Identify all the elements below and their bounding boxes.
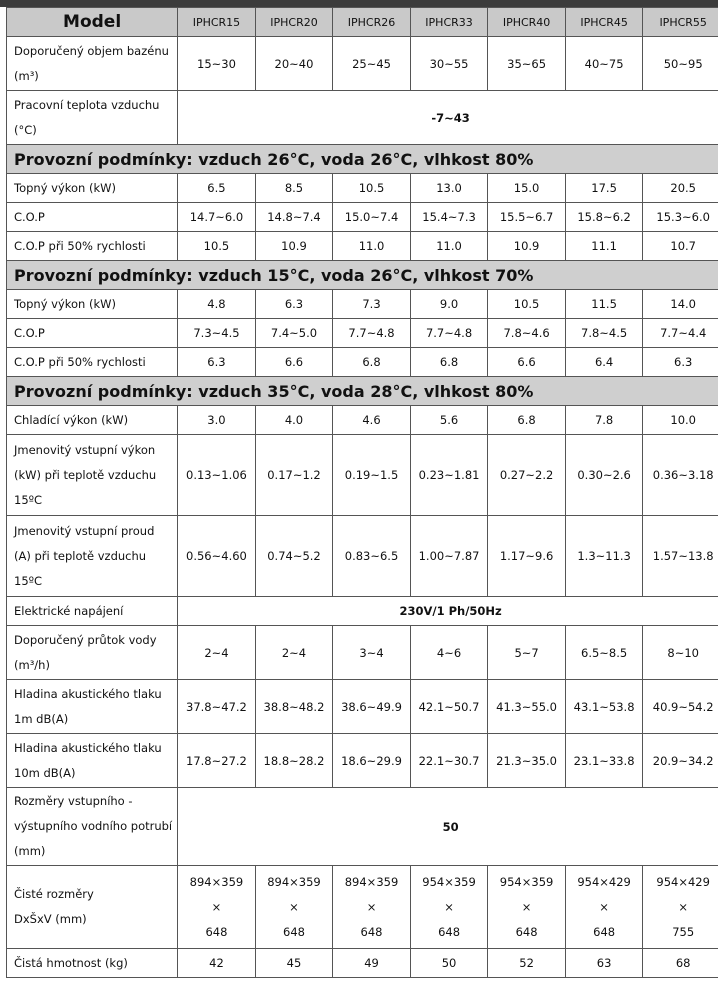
value-cell: 0.23~1.81	[410, 435, 488, 516]
value-cell: 4~6	[410, 626, 488, 680]
value-cell: 9.0	[410, 290, 488, 319]
value-cell	[255, 866, 333, 949]
label-line: Pracovní teplota vzduchu	[14, 97, 160, 112]
row-s1-cop50	[7, 232, 718, 261]
value-cell: 42	[178, 949, 256, 978]
value-cell: 6.8	[410, 348, 488, 377]
value-cell: 6.6	[488, 348, 566, 377]
value-cell: 40.9~54.2	[643, 680, 718, 734]
value-cell: 7.7~4.8	[333, 319, 411, 348]
label-line: Rozměry vstupního -	[14, 794, 133, 808]
value-cell: 0.27~2.2	[488, 435, 566, 516]
value-cell: 14.7~6.0	[178, 203, 256, 232]
section-header-3	[7, 377, 718, 406]
value-cell: 18.6~29.9	[333, 734, 411, 788]
label-line: (m³)	[14, 68, 39, 83]
label-line: 1m dB(A)	[14, 711, 69, 726]
value-cell	[333, 866, 411, 949]
value-cell: 43.1~53.8	[565, 680, 643, 734]
label-line: výstupního vodního potrubí	[14, 819, 173, 833]
dim-bottom: 648	[205, 924, 228, 939]
value-cell: 15.0	[488, 174, 566, 203]
value-cell	[178, 866, 256, 949]
value-cell: 37.8~47.2	[178, 680, 256, 734]
value-cell: 25~45	[333, 37, 411, 91]
row-noise-10m	[7, 734, 718, 788]
value-cell: 14.8~7.4	[255, 203, 333, 232]
row-weight	[7, 949, 718, 978]
value-cell: 15.5~6.7	[488, 203, 566, 232]
row-s1-heating	[7, 174, 718, 203]
value-cell: 7.7~4.8	[410, 319, 488, 348]
label-line: 15ºC	[14, 492, 43, 507]
value-cell: 15.3~6.0	[643, 203, 718, 232]
value-cell: 0.17~1.2	[255, 435, 333, 516]
value-cell: 20.5	[643, 174, 718, 203]
value-cell: 38.6~49.9	[333, 680, 411, 734]
dim-top: 954×359	[499, 874, 554, 889]
value-cell: 1.00~7.87	[410, 516, 488, 597]
value-cell: 6.8	[333, 348, 411, 377]
row-power-supply	[7, 597, 718, 626]
label-line: (mm)	[14, 844, 46, 858]
value-cell: 6.4	[565, 348, 643, 377]
dim-bottom: 648	[593, 924, 616, 939]
dim-bottom: 755	[672, 924, 695, 939]
dim-top: 894×359	[189, 874, 244, 889]
row-s2-cop50	[7, 348, 718, 377]
label-line: Čisté rozměry	[14, 887, 94, 901]
row-label	[7, 516, 178, 597]
section-title: Provozní podmínky: vzduch 26°C, voda 26°C, vlhkost 80%	[7, 145, 718, 174]
value-cell: 6.8	[488, 406, 566, 435]
merged-value-cell: -7~43	[178, 91, 718, 145]
dim-bottom: 648	[283, 924, 305, 939]
value-cell: 23.1~33.8	[565, 734, 643, 788]
model-name: IPHCR55	[643, 8, 718, 37]
value-cell: 10.5	[178, 232, 256, 261]
value-cell: 5~7	[488, 626, 566, 680]
row-s1-cop	[7, 203, 718, 232]
value-cell: 6.5	[178, 174, 256, 203]
row-input-current	[7, 516, 718, 597]
row-input-power	[7, 435, 718, 516]
value-cell: 0.74~5.2	[255, 516, 333, 597]
value-cell: 7.7~4.4	[643, 319, 718, 348]
value-cell: 10.7	[643, 232, 718, 261]
dim-cross: ×	[678, 899, 688, 914]
row-label: C.O.P	[7, 319, 178, 348]
value-cell: 6.3	[255, 290, 333, 319]
label-line: (°C)	[14, 122, 37, 137]
dim-cross: ×	[599, 899, 609, 914]
row-label: C.O.P	[7, 203, 178, 232]
value-cell: 20.9~34.2	[643, 734, 718, 788]
value-cell: 1.17~9.6	[488, 516, 566, 597]
label-line: (A) při teplotě vzduchu	[14, 548, 147, 563]
section-header-1	[7, 145, 718, 174]
dim-top: 954×429	[656, 874, 710, 889]
value-cell: 40~75	[565, 37, 643, 91]
row-label: Čistá hmotnost (kg)	[7, 949, 178, 978]
value-cell: 7.8~4.5	[565, 319, 643, 348]
value-cell: 0.30~2.6	[565, 435, 643, 516]
row-label: C.O.P při 50% rychlosti	[7, 232, 178, 261]
value-cell: 6.6	[255, 348, 333, 377]
value-cell: 15.4~7.3	[410, 203, 488, 232]
label-line: Doporučený objem bazénu	[14, 43, 169, 58]
value-cell: 3~4	[333, 626, 411, 680]
top-bar	[0, 0, 718, 7]
value-cell: 50	[410, 949, 488, 978]
model-name: IPHCR33	[410, 8, 488, 37]
row-label	[7, 788, 178, 866]
value-cell: 10.9	[255, 232, 333, 261]
value-cell: 15.0~7.4	[333, 203, 411, 232]
value-cell: 11.5	[565, 290, 643, 319]
value-cell: 0.83~6.5	[333, 516, 411, 597]
value-cell: 1.57~13.8	[643, 516, 718, 597]
row-label: Topný výkon (kW)	[7, 174, 178, 203]
value-cell: 2~4	[255, 626, 333, 680]
model-name: IPHCR15	[178, 8, 256, 37]
label-line: Hladina akustického tlaku	[14, 740, 162, 755]
value-cell: 3.0	[178, 406, 256, 435]
row-noise-1m	[7, 680, 718, 734]
section-header-2	[7, 261, 718, 290]
value-cell: 41.3~55.0	[488, 680, 566, 734]
value-cell: 45	[255, 949, 333, 978]
row-label	[7, 91, 178, 145]
row-pool-volume	[7, 37, 718, 91]
value-cell: 11.0	[333, 232, 411, 261]
label-line: DxŠxV (mm)	[14, 912, 87, 926]
value-cell: 15~30	[178, 37, 256, 91]
value-cell: 8.5	[255, 174, 333, 203]
value-cell: 1.3~11.3	[565, 516, 643, 597]
value-cell: 11.1	[565, 232, 643, 261]
value-cell: 50~95	[643, 37, 718, 91]
row-label: C.O.P při 50% rychlosti	[7, 348, 178, 377]
value-cell: 52	[488, 949, 566, 978]
value-cell: 2~4	[178, 626, 256, 680]
dim-bottom: 648	[515, 924, 538, 939]
value-cell	[643, 866, 718, 949]
dim-cross: ×	[211, 899, 222, 914]
row-label	[7, 435, 178, 516]
dim-top: 954×429	[577, 874, 631, 889]
value-cell: 11.0	[410, 232, 488, 261]
dim-bottom: 648	[360, 924, 383, 939]
spec-table	[6, 7, 718, 978]
value-cell	[565, 866, 643, 949]
dim-top: 894×359	[267, 874, 321, 889]
value-cell: 63	[565, 949, 643, 978]
dim-top: 954×359	[422, 874, 476, 889]
section-title: Provozní podmínky: vzduch 15°C, voda 26°C, vlhkost 70%	[7, 261, 718, 290]
row-label	[7, 37, 178, 91]
row-label: Topný výkon (kW)	[7, 290, 178, 319]
value-cell: 4.0	[255, 406, 333, 435]
value-cell: 68	[643, 949, 718, 978]
row-pipe-size	[7, 788, 718, 866]
row-label	[7, 734, 178, 788]
merged-value-cell: 50	[178, 788, 718, 866]
value-cell: 0.36~3.18	[643, 435, 718, 516]
label-line: Jmenovitý vstupní výkon	[14, 442, 156, 457]
value-cell: 21.3~35.0	[488, 734, 566, 788]
label-line: Jmenovitý vstupní proud	[14, 523, 155, 538]
header-row	[7, 8, 718, 37]
value-cell: 8~10	[643, 626, 718, 680]
model-name: IPHCR20	[255, 8, 333, 37]
value-cell: 30~55	[410, 37, 488, 91]
value-cell: 7.4~5.0	[255, 319, 333, 348]
merged-value-cell: 230V/1 Ph/50Hz	[178, 597, 718, 626]
value-cell: 6.5~8.5	[565, 626, 643, 680]
value-cell: 17.8~27.2	[178, 734, 256, 788]
model-header: Model	[7, 8, 178, 37]
value-cell: 0.56~4.60	[178, 516, 256, 597]
value-cell: 6.3	[178, 348, 256, 377]
row-label	[7, 866, 178, 949]
value-cell: 17.5	[565, 174, 643, 203]
dim-top: 894×359	[344, 874, 399, 889]
dim-cross: ×	[366, 899, 377, 914]
model-name: IPHCR45	[565, 8, 643, 37]
row-air-temp	[7, 91, 718, 145]
model-name: IPHCR26	[333, 8, 411, 37]
label-line: (kW) při teplotě vzduchu	[14, 467, 157, 482]
value-cell: 10.5	[488, 290, 566, 319]
section-title: Provozní podmínky: vzduch 35°C, voda 28°C, vlhkost 80%	[7, 377, 718, 406]
value-cell: 13.0	[410, 174, 488, 203]
value-cell: 0.13~1.06	[178, 435, 256, 516]
value-cell: 42.1~50.7	[410, 680, 488, 734]
value-cell: 20~40	[255, 37, 333, 91]
value-cell: 7.3~4.5	[178, 319, 256, 348]
value-cell: 7.8	[565, 406, 643, 435]
dim-cross: ×	[444, 899, 454, 914]
row-s3-cooling	[7, 406, 718, 435]
row-label: Chladící výkon (kW)	[7, 406, 178, 435]
value-cell	[488, 866, 566, 949]
value-cell: 7.8~4.6	[488, 319, 566, 348]
value-cell: 38.8~48.2	[255, 680, 333, 734]
row-label	[7, 626, 178, 680]
value-cell: 7.3	[333, 290, 411, 319]
label-line: 15ºC	[14, 573, 43, 588]
value-cell: 4.8	[178, 290, 256, 319]
value-cell: 15.8~6.2	[565, 203, 643, 232]
row-dimensions	[7, 866, 718, 949]
row-label	[7, 680, 178, 734]
row-s2-heating	[7, 290, 718, 319]
row-water-flow	[7, 626, 718, 680]
value-cell: 10.5	[333, 174, 411, 203]
value-cell: 4.6	[333, 406, 411, 435]
label-line: Hladina akustického tlaku	[14, 686, 162, 701]
value-cell	[410, 866, 488, 949]
value-cell: 10.9	[488, 232, 566, 261]
dim-cross: ×	[521, 899, 532, 914]
row-label: Elektrické napájení	[7, 597, 178, 626]
value-cell: 6.3	[643, 348, 718, 377]
dim-bottom: 648	[438, 924, 461, 939]
model-name: IPHCR40	[488, 8, 566, 37]
label-line: (m³/h)	[14, 657, 50, 672]
label-line: Doporučený průtok vody	[14, 632, 157, 647]
row-s2-cop	[7, 319, 718, 348]
dim-cross: ×	[289, 899, 299, 914]
value-cell: 10.0	[643, 406, 718, 435]
label-line: 10m dB(A)	[14, 765, 76, 780]
value-cell: 14.0	[643, 290, 718, 319]
value-cell: 49	[333, 949, 411, 978]
value-cell: 18.8~28.2	[255, 734, 333, 788]
value-cell: 0.19~1.5	[333, 435, 411, 516]
value-cell: 35~65	[488, 37, 566, 91]
value-cell: 5.6	[410, 406, 488, 435]
value-cell: 22.1~30.7	[410, 734, 488, 788]
